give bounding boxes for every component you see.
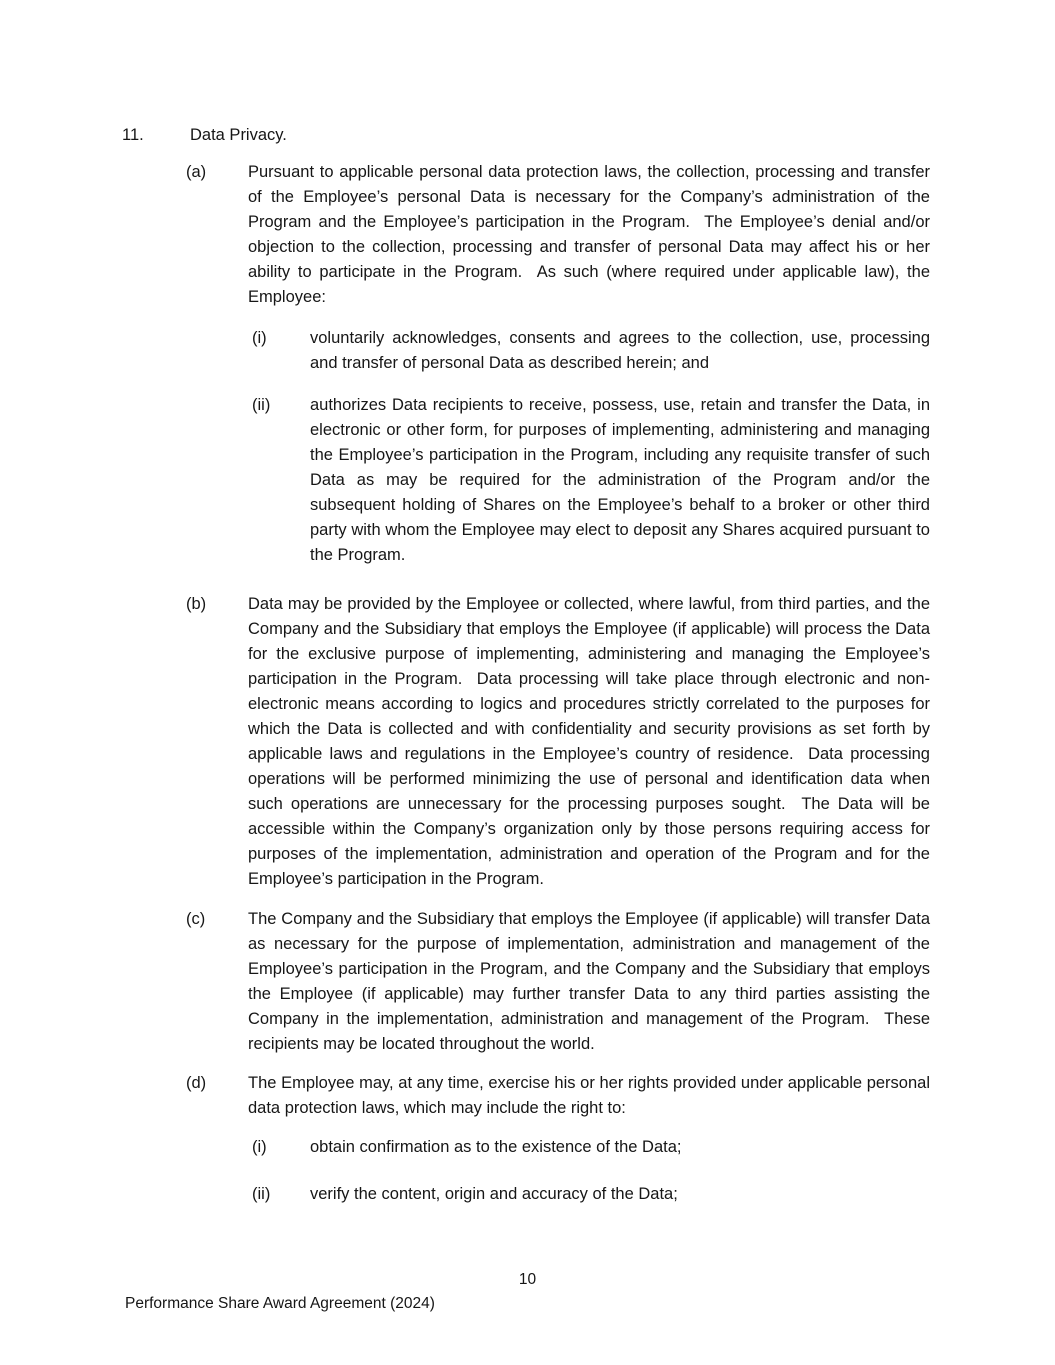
paragraph-a-text: Pursuant to applicable personal data protection laws, the collection, processing and transfer of the Employee’s personal Data is necessary for the Company’s administration of the Program and the Employee’s participation in the Program. The Employee’s denial and/or objection to the collection, processing and transfer of personal Data may affect his or her ability to participate in the Program. As such (where required under applicable law), the Employee: bbox=[248, 163, 930, 306]
page-number: 10 bbox=[518, 1271, 537, 1288]
paragraph-b bbox=[0, 592, 1055, 892]
paragraph-d-sub-i-label: (i) bbox=[252, 1138, 267, 1156]
paragraph-c-label: (c) bbox=[186, 910, 206, 928]
paragraph-b-text: Data may be provided by the Employee or collected, where lawful, from third parties, and the Company and the Subsidiary that employs the Employee (if applicable) will process the Data for the exclusive purpose of implementing, administering and managing the Employee’s participation in the Program. Data processing will take place through electronic and non-electronic means according to logics and procedures strictly correlated to the purposes for which the Data is collected and with confidentiality and security provisions as set forth by applicable laws and regulations in the Employee’s country of residence. Data processing operations will be performed minimizing the use of personal and identification data when such operations are unnecessary for the processing purposes sought. The Data will be accessible within the Company’s organization only by those persons requiring access for purposes of the implementation, administration and operation of the Program and for the Employee’s participation in the Program. bbox=[248, 595, 930, 888]
paragraph-d-text: The Employee may, at any time, exercise his or her rights provided under applicable personal data protection laws, which may include the right to: bbox=[248, 1074, 930, 1117]
paragraph-a bbox=[0, 160, 1055, 310]
paragraph-a-sub-i-text: voluntarily acknowledges, consents and agrees to the collection, use, processing and transfer of personal Data as described herein; and bbox=[310, 329, 930, 372]
paragraph-d-sub-ii bbox=[0, 1182, 1055, 1207]
section-heading bbox=[0, 122, 1055, 148]
section-number: 11. bbox=[122, 126, 144, 144]
paragraph-a-sub-ii bbox=[0, 393, 1055, 568]
paragraph-d-sub-ii-label: (ii) bbox=[252, 1185, 271, 1203]
paragraph-a-sub-i bbox=[0, 326, 1055, 376]
footer-document-title: Performance Share Award Agreement (2024) bbox=[125, 1295, 435, 1312]
paragraph-d-sub-ii-text: verify the content, origin and accuracy of the Data; bbox=[310, 1185, 678, 1203]
paragraph-a-sub-ii-text: authorizes Data recipients to receive, possess, use, retain and transfer the Data, in electronic or other form, for purposes of implementing, administering and managing the Employee’s participation in the Program, including any requisite transfer of such Data as may be required for the administration of the Program and/or the subsequent holding of Shares on the Employee’s behalf to a broker or other third party with whom the Employee may elect to deposit any Shares acquired pursuant to the Program. bbox=[310, 396, 930, 564]
paragraph-d-sub-i-text: obtain confirmation as to the existence of the Data; bbox=[310, 1138, 682, 1156]
paragraph-c-text: The Company and the Subsidiary that employs the Employee (if applicable) will transfer Data as necessary for the purpose of implementation, administration and management of the Employee’s participation in the Program, and the Company and the Subsidiary that employs the Employee (if applicable) may further transfer Data to any third parties assisting the Company in the implementation, administration and management of the Program. These recipients may be located throughout the world. bbox=[248, 910, 930, 1053]
paragraph-c bbox=[0, 907, 1055, 1057]
section-title: Data Privacy. bbox=[190, 126, 287, 144]
paragraph-d bbox=[0, 1071, 1055, 1121]
paragraph-a-sub-ii-label: (ii) bbox=[252, 396, 271, 414]
paragraph-d-sub-i bbox=[0, 1135, 1055, 1160]
paragraph-a-label: (a) bbox=[186, 163, 207, 181]
paragraph-d-label: (d) bbox=[186, 1074, 207, 1092]
paragraph-a-sub-i-label: (i) bbox=[252, 329, 267, 347]
paragraph-b-label: (b) bbox=[186, 595, 207, 613]
